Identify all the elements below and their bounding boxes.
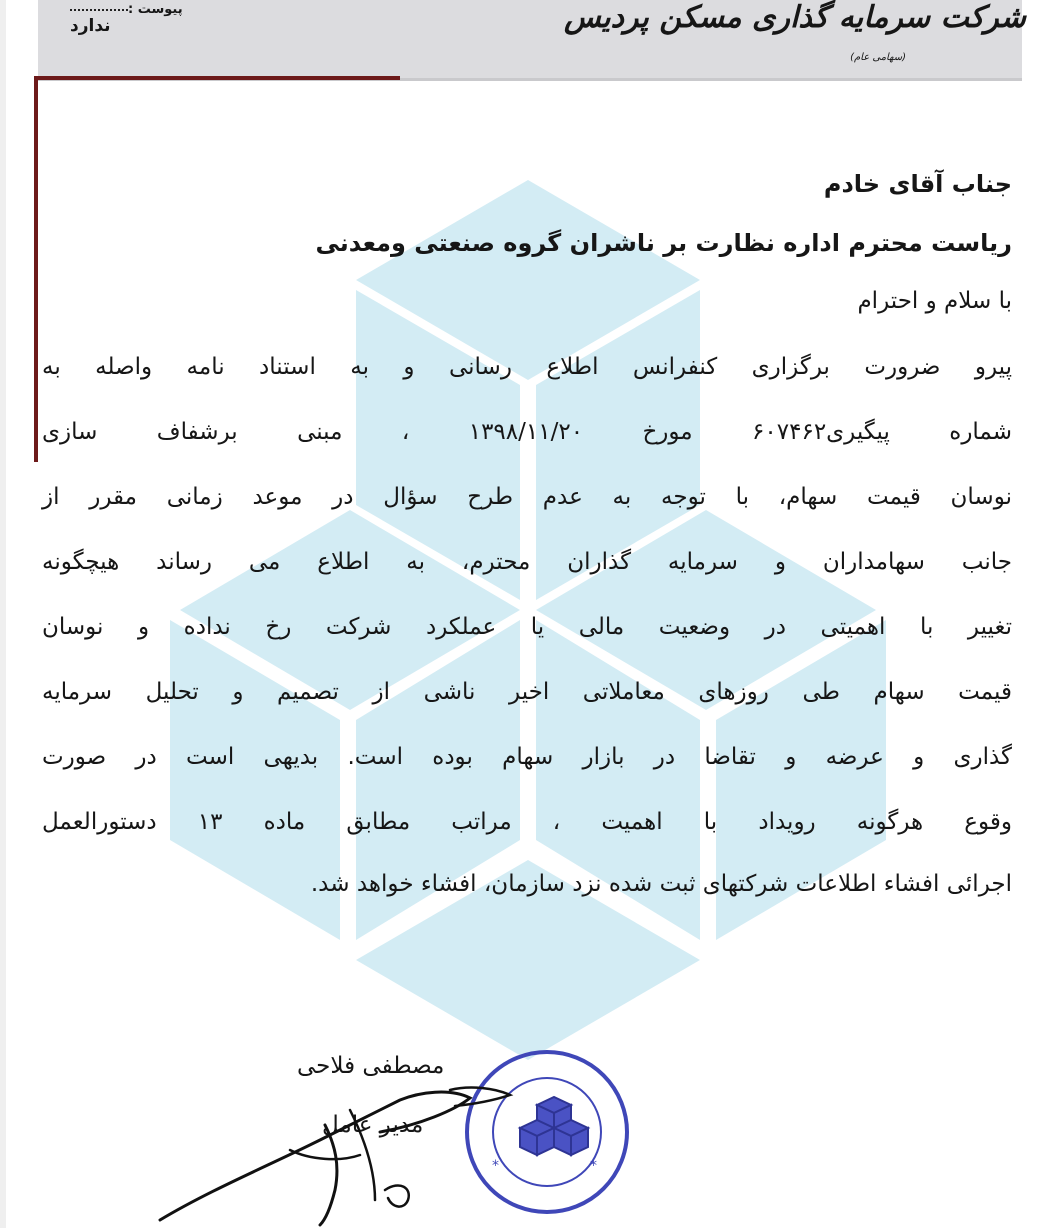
recipient-line: جناب آقای خادم	[823, 170, 1012, 198]
company-type: (سهامی عام)	[850, 52, 906, 63]
body-line-1: پیرو ضرورت برگزاری کنفرانس اطلاع رسانی و به استناد نامه واصله به	[42, 354, 1012, 380]
svg-text:*: *	[590, 1158, 597, 1174]
attachment-label: پیوست :	[128, 2, 183, 17]
body-line-6: قیمت سهام طی روزهای معاملاتی اخیر ناشی از تصمیم و تحلیل سرمایه	[42, 679, 1012, 705]
office-line: ریاست محترم اداره نظارت بر ناشران گروه صنعتی ومعدنی	[315, 229, 1012, 257]
margin-bracket-side	[34, 76, 38, 462]
company-name: شرکت سرمایه گذاری مسکن پردیس	[564, 0, 1026, 35]
greeting-line: با سلام و احترام	[857, 288, 1012, 314]
signer-name: مصطفی فلاحی	[297, 1053, 445, 1079]
body-line-3: نوسان قیمت سهام، با توجه به عدم طرح سؤال در موعد زمانی مقرر از	[42, 484, 1012, 510]
attachment-label-row	[66, 2, 183, 17]
body-line-2: شماره پیگیری۶۰۷۴۶۲ مورخ ۱۳۹۸/۱۱/۲۰ ، مبنی برشفاف سازی	[42, 419, 1013, 445]
body-line-4: جانب سهامداران و سرمایه گذاران محترم، به اطلاع می رساند هیچگونه	[42, 549, 1012, 575]
signer-title: مدیر عامل	[322, 1112, 424, 1138]
margin-bracket-top	[34, 76, 400, 80]
body-line-5: تغییر با اهمیتی در وضعیت مالی یا عملکرد شرکت رخ نداده و نوسان	[42, 614, 1012, 640]
body-line-7: گذاری و عرضه و تقاضا در بازار سهام بوده است. بدیهی است در صورت	[42, 744, 1012, 770]
page-edge	[0, 0, 6, 1228]
attachment-dots	[70, 9, 128, 11]
body-line-8: وقوع هرگونه رویداد با اهمیت ، مراتب مطابق ماده ۱۳ دستورالعمل	[42, 809, 1012, 835]
attachment-value: ندارد	[70, 16, 111, 36]
body-line-9: اجرائی افشاء اطلاعات شرکتهای ثبت شده نزد سازمان، افشاء خواهد شد.	[310, 871, 1012, 897]
handwritten-signature	[150, 1070, 530, 1228]
svg-text:*: *	[492, 1158, 499, 1174]
